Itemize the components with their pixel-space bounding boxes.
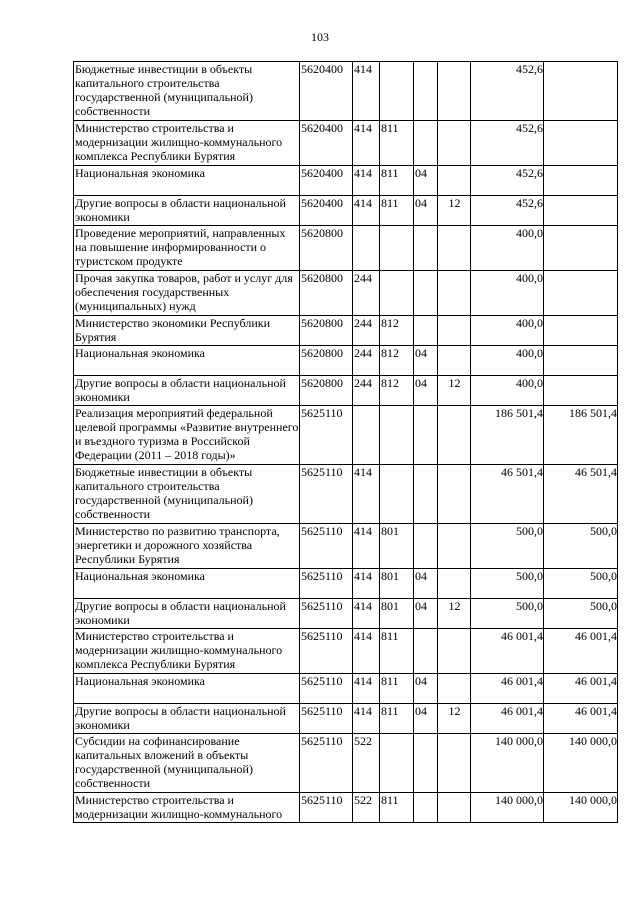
cell-name: Национальная экономика xyxy=(74,346,300,376)
cell-a1: 46 001,4 xyxy=(471,704,544,734)
cell-a2: 46 001,4 xyxy=(544,704,618,734)
cell-sec: 04 xyxy=(414,196,438,226)
cell-dept xyxy=(380,226,414,271)
cell-subsec xyxy=(438,62,471,121)
table-row xyxy=(74,196,618,226)
cell-sec xyxy=(414,465,438,524)
cell-subsec xyxy=(438,524,471,569)
cell-subsec: 12 xyxy=(438,599,471,629)
cell-sub: 414 xyxy=(353,166,380,196)
cell-sub: 414 xyxy=(353,196,380,226)
cell-name: Министерство строительства и модернизации жилищно-коммунального комплекса Республики Бурятия xyxy=(74,629,300,674)
cell-dept: 812 xyxy=(380,376,414,406)
table-row xyxy=(74,166,618,196)
cell-name: Бюджетные инвестиции в объекты капитального строительства государственной (муниципальной) собственности xyxy=(74,62,300,121)
table-row xyxy=(74,599,618,629)
cell-name: Министерство строительства и модернизации жилищно-коммунального xyxy=(74,793,300,823)
cell-sub xyxy=(353,226,380,271)
cell-a1: 452,6 xyxy=(471,196,544,226)
cell-a1: 452,6 xyxy=(471,62,544,121)
cell-subsec xyxy=(438,629,471,674)
cell-dept xyxy=(380,465,414,524)
cell-a1: 400,0 xyxy=(471,271,544,316)
page-number: 103 xyxy=(311,30,329,44)
cell-a1: 452,6 xyxy=(471,121,544,166)
cell-sub: 414 xyxy=(353,121,380,166)
cell-sub: 414 xyxy=(353,524,380,569)
cell-dept xyxy=(380,734,414,793)
table-row xyxy=(74,524,618,569)
cell-subsec: 12 xyxy=(438,704,471,734)
cell-sub: 414 xyxy=(353,674,380,704)
cell-name: Национальная экономика xyxy=(74,166,300,196)
cell-name: Реализация мероприятий федеральной целевой программы «Развитие внутреннего и въездного туризма в Российской Федерации (2011 – 2018 годы)» xyxy=(74,406,300,465)
cell-code: 5625110 xyxy=(300,599,353,629)
cell-sec xyxy=(414,734,438,793)
cell-sec: 04 xyxy=(414,674,438,704)
cell-dept: 801 xyxy=(380,524,414,569)
cell-a2 xyxy=(544,376,618,406)
cell-subsec xyxy=(438,674,471,704)
cell-sec xyxy=(414,271,438,316)
cell-a1: 46 001,4 xyxy=(471,674,544,704)
cell-code: 5620400 xyxy=(300,196,353,226)
cell-sub xyxy=(353,406,380,465)
table-row xyxy=(74,226,618,271)
cell-name: Другие вопросы в области национальной экономики xyxy=(74,196,300,226)
cell-sub: 244 xyxy=(353,271,380,316)
cell-sec: 04 xyxy=(414,599,438,629)
cell-a1: 500,0 xyxy=(471,524,544,569)
cell-subsec xyxy=(438,346,471,376)
cell-subsec xyxy=(438,121,471,166)
cell-a1: 140 000,0 xyxy=(471,793,544,823)
cell-code: 5625110 xyxy=(300,406,353,465)
budget-table xyxy=(73,61,618,823)
cell-name: Национальная экономика xyxy=(74,674,300,704)
cell-a2 xyxy=(544,271,618,316)
table-row xyxy=(74,62,618,121)
cell-sec: 04 xyxy=(414,704,438,734)
cell-name: Субсидии на софинансирование капитальных вложений в объекты государственной (муниципальной) собственности xyxy=(74,734,300,793)
cell-dept: 811 xyxy=(380,793,414,823)
cell-subsec xyxy=(438,569,471,599)
cell-dept: 811 xyxy=(380,704,414,734)
cell-sub: 414 xyxy=(353,62,380,121)
table-row xyxy=(74,793,618,823)
cell-a1: 500,0 xyxy=(471,599,544,629)
cell-sub: 414 xyxy=(353,704,380,734)
cell-a1: 452,6 xyxy=(471,166,544,196)
cell-name: Другие вопросы в области национальной экономики xyxy=(74,704,300,734)
cell-a1: 400,0 xyxy=(471,316,544,346)
cell-a1: 500,0 xyxy=(471,569,544,599)
cell-name: Прочая закупка товаров, работ и услуг для обеспечения государственных (муниципальных) нужд xyxy=(74,271,300,316)
cell-code: 5625110 xyxy=(300,793,353,823)
cell-sub: 244 xyxy=(353,316,380,346)
table-row xyxy=(74,121,618,166)
cell-a2: 500,0 xyxy=(544,569,618,599)
cell-a1: 46 001,4 xyxy=(471,629,544,674)
cell-dept xyxy=(380,271,414,316)
cell-sec: 04 xyxy=(414,376,438,406)
cell-a1: 186 501,4 xyxy=(471,406,544,465)
cell-sub: 244 xyxy=(353,376,380,406)
cell-dept xyxy=(380,406,414,465)
cell-subsec xyxy=(438,465,471,524)
cell-a1: 400,0 xyxy=(471,346,544,376)
cell-a2: 46 501,4 xyxy=(544,465,618,524)
cell-sub: 522 xyxy=(353,734,380,793)
cell-a2: 140 000,0 xyxy=(544,734,618,793)
table-row xyxy=(74,734,618,793)
table-row xyxy=(74,406,618,465)
cell-name: Национальная экономика xyxy=(74,569,300,599)
cell-sec xyxy=(414,793,438,823)
cell-code: 5620800 xyxy=(300,346,353,376)
table-row xyxy=(74,629,618,674)
cell-a2: 46 001,4 xyxy=(544,629,618,674)
cell-code: 5625110 xyxy=(300,704,353,734)
cell-code: 5625110 xyxy=(300,465,353,524)
cell-sec xyxy=(414,524,438,569)
cell-a2 xyxy=(544,121,618,166)
cell-subsec: 12 xyxy=(438,196,471,226)
cell-code: 5620400 xyxy=(300,62,353,121)
cell-a2 xyxy=(544,316,618,346)
cell-a2: 140 000,0 xyxy=(544,793,618,823)
cell-a1: 46 501,4 xyxy=(471,465,544,524)
table-row xyxy=(74,704,618,734)
cell-dept: 811 xyxy=(380,674,414,704)
table-row xyxy=(74,271,618,316)
cell-subsec xyxy=(438,734,471,793)
cell-code: 5625110 xyxy=(300,734,353,793)
cell-code: 5625110 xyxy=(300,524,353,569)
cell-dept xyxy=(380,62,414,121)
table-row xyxy=(74,674,618,704)
cell-dept: 801 xyxy=(380,599,414,629)
cell-sec xyxy=(414,629,438,674)
table-row xyxy=(74,465,618,524)
cell-code: 5625110 xyxy=(300,629,353,674)
cell-sub: 414 xyxy=(353,569,380,599)
cell-dept: 811 xyxy=(380,121,414,166)
cell-subsec xyxy=(438,226,471,271)
cell-name: Министерство по развитию транспорта, энергетики и дорожного хозяйства Республики Бурятия xyxy=(74,524,300,569)
cell-dept: 811 xyxy=(380,196,414,226)
cell-code: 5620800 xyxy=(300,271,353,316)
cell-name: Другие вопросы в области национальной экономики xyxy=(74,599,300,629)
cell-code: 5625110 xyxy=(300,674,353,704)
cell-sec: 04 xyxy=(414,346,438,376)
cell-subsec xyxy=(438,793,471,823)
cell-code: 5620400 xyxy=(300,166,353,196)
cell-sec xyxy=(414,406,438,465)
cell-subsec xyxy=(438,406,471,465)
cell-sec: 04 xyxy=(414,166,438,196)
cell-a2 xyxy=(544,166,618,196)
cell-sec: 04 xyxy=(414,569,438,599)
cell-sub: 414 xyxy=(353,629,380,674)
cell-sec xyxy=(414,316,438,346)
cell-sec xyxy=(414,226,438,271)
cell-a2 xyxy=(544,62,618,121)
cell-name: Другие вопросы в области национальной экономики xyxy=(74,376,300,406)
cell-subsec xyxy=(438,271,471,316)
cell-code: 5620800 xyxy=(300,376,353,406)
cell-sub: 414 xyxy=(353,599,380,629)
cell-sub: 522 xyxy=(353,793,380,823)
cell-a1: 400,0 xyxy=(471,376,544,406)
cell-subsec xyxy=(438,316,471,346)
cell-a2: 46 001,4 xyxy=(544,674,618,704)
cell-sub: 244 xyxy=(353,346,380,376)
table-row xyxy=(74,569,618,599)
cell-code: 5625110 xyxy=(300,569,353,599)
cell-name: Министерство экономики Республики Бурятия xyxy=(74,316,300,346)
cell-a1: 140 000,0 xyxy=(471,734,544,793)
cell-a2: 500,0 xyxy=(544,599,618,629)
cell-a2: 500,0 xyxy=(544,524,618,569)
cell-name: Бюджетные инвестиции в объекты капитального строительства государственной (муниципальной) собственности xyxy=(74,465,300,524)
cell-code: 5620400 xyxy=(300,121,353,166)
cell-code: 5620800 xyxy=(300,226,353,271)
cell-subsec: 12 xyxy=(438,376,471,406)
cell-sub: 414 xyxy=(353,465,380,524)
cell-a1: 400,0 xyxy=(471,226,544,271)
cell-a2 xyxy=(544,346,618,376)
cell-a2 xyxy=(544,196,618,226)
cell-dept: 812 xyxy=(380,346,414,376)
cell-sec xyxy=(414,121,438,166)
cell-dept: 811 xyxy=(380,166,414,196)
cell-code: 5620800 xyxy=(300,316,353,346)
table-row xyxy=(74,316,618,346)
cell-a2 xyxy=(544,226,618,271)
table-row xyxy=(74,346,618,376)
cell-dept: 811 xyxy=(380,629,414,674)
cell-a2: 186 501,4 xyxy=(544,406,618,465)
table-row xyxy=(74,376,618,406)
cell-sec xyxy=(414,62,438,121)
cell-dept: 801 xyxy=(380,569,414,599)
cell-name: Министерство строительства и модернизации жилищно-коммунального комплекса Республики Бурятия xyxy=(74,121,300,166)
cell-name: Проведение мероприятий, направленных на повышение информированности о туристском продукте xyxy=(74,226,300,271)
cell-dept: 812 xyxy=(380,316,414,346)
cell-subsec xyxy=(438,166,471,196)
